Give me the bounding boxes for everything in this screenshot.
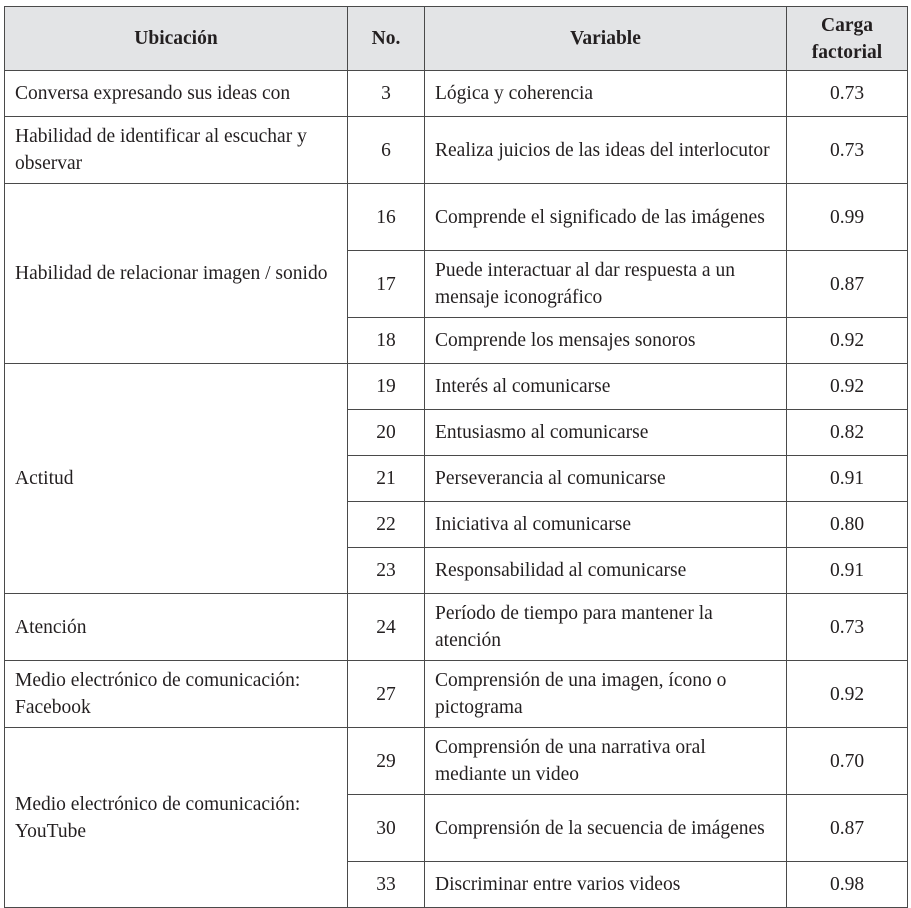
variable-cell: Comprensión de una imagen, ícono o pictograma (425, 661, 787, 728)
carga-cell: 0.91 (787, 548, 908, 594)
variable-cell: Comprende el significado de las imágenes (425, 184, 787, 251)
ubicacion-cell: Atención (5, 594, 348, 661)
number-cell: 20 (348, 410, 425, 456)
ubicacion-cell: Habilidad de identificar al escuchar y observar (5, 117, 348, 184)
variable-cell: Comprensión de una narrativa oral mediante un video (425, 728, 787, 795)
carga-cell: 0.73 (787, 71, 908, 117)
carga-cell: 0.92 (787, 364, 908, 410)
table-row (5, 71, 908, 117)
header-ubicacion: Ubicación (5, 7, 348, 71)
ubicacion-cell: Actitud (5, 364, 348, 594)
variable-cell: Lógica y coherencia (425, 71, 787, 117)
variable-cell: Entusiasmo al comunicarse (425, 410, 787, 456)
header-no: No. (348, 7, 425, 71)
carga-cell: 0.73 (787, 117, 908, 184)
carga-cell: 0.99 (787, 184, 908, 251)
ubicacion-cell: Habilidad de relacionar imagen / sonido (5, 184, 348, 364)
number-cell: 19 (348, 364, 425, 410)
number-cell: 18 (348, 318, 425, 364)
number-cell: 33 (348, 862, 425, 908)
header-variable: Variable (425, 7, 787, 71)
variable-cell: Realiza juicios de las ideas del interlocutor (425, 117, 787, 184)
carga-cell: 0.92 (787, 661, 908, 728)
number-cell: 17 (348, 251, 425, 318)
number-cell: 22 (348, 502, 425, 548)
variable-cell: Comprende los mensajes sonoros (425, 318, 787, 364)
number-cell: 6 (348, 117, 425, 184)
ubicacion-cell: Medio electrónico de comunicación: Facebook (5, 661, 348, 728)
carga-cell: 0.87 (787, 251, 908, 318)
variable-cell: Discriminar entre varios videos (425, 862, 787, 908)
number-cell: 3 (348, 71, 425, 117)
carga-cell: 0.91 (787, 456, 908, 502)
header-carga-factorial: Carga factorial (787, 7, 908, 71)
variable-cell: Puede interactuar al dar respuesta a un mensaje iconográfico (425, 251, 787, 318)
carga-cell: 0.82 (787, 410, 908, 456)
number-cell: 24 (348, 594, 425, 661)
number-cell: 27 (348, 661, 425, 728)
variable-cell: Responsabilidad al comunicarse (425, 548, 787, 594)
table-row (5, 184, 908, 251)
carga-cell: 0.80 (787, 502, 908, 548)
table-row (5, 117, 908, 184)
number-cell: 23 (348, 548, 425, 594)
header-row (5, 7, 908, 71)
ubicacion-cell: Conversa expresando sus ideas con (5, 71, 348, 117)
table-row (5, 661, 908, 728)
variable-cell: Iniciativa al comunicarse (425, 502, 787, 548)
number-cell: 21 (348, 456, 425, 502)
ubicacion-cell: Medio electrónico de comunicación: YouTube (5, 728, 348, 908)
table-row (5, 594, 908, 661)
variable-cell: Comprensión de la secuencia de imágenes (425, 795, 787, 862)
variable-cell: Período de tiempo para mantener la atención (425, 594, 787, 661)
variable-cell: Perseverancia al comunicarse (425, 456, 787, 502)
carga-cell: 0.70 (787, 728, 908, 795)
carga-cell: 0.73 (787, 594, 908, 661)
number-cell: 29 (348, 728, 425, 795)
factor-loadings-table (4, 6, 908, 908)
number-cell: 30 (348, 795, 425, 862)
carga-cell: 0.98 (787, 862, 908, 908)
carga-cell: 0.87 (787, 795, 908, 862)
carga-cell: 0.92 (787, 318, 908, 364)
table-row (5, 728, 908, 795)
variable-cell: Interés al comunicarse (425, 364, 787, 410)
number-cell: 16 (348, 184, 425, 251)
table-row (5, 364, 908, 410)
